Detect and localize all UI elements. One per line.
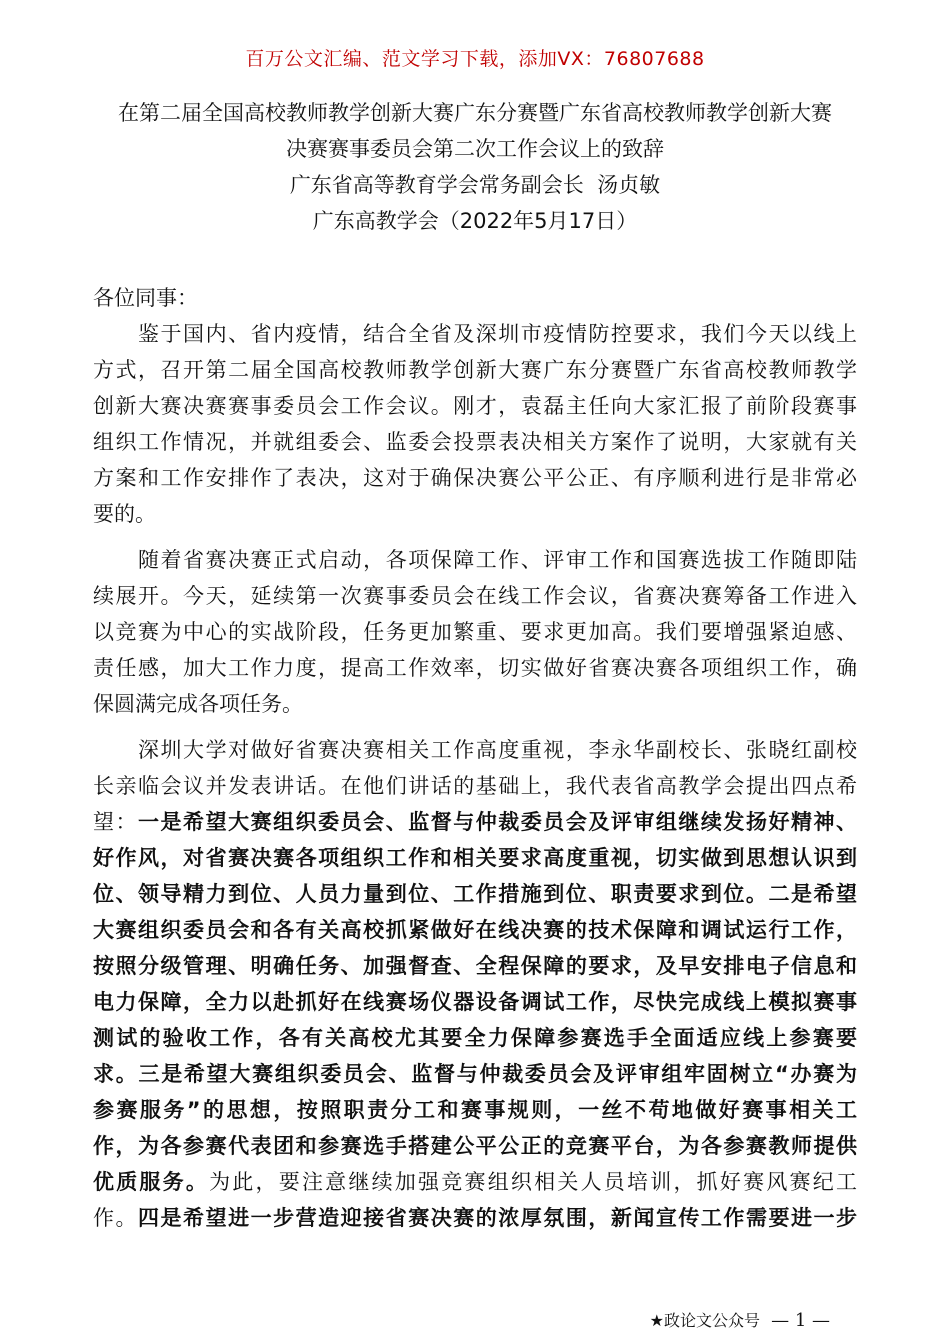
speaker-line: 广东省高等教育学会常务副会长 汤贞敏 [289,173,661,197]
paragraph-3 [93,732,857,1236]
paragraph-3-text: 作。 [93,1206,139,1230]
download-banner: 百万公文汇编、范文学习下载，添加VX：76807688 [245,48,705,70]
paragraph-3-bold-line: 按照分级管理、明确任务、加强督查、全程保障的要求，及早安排电子信息和 [93,954,857,978]
paragraph-3-line [93,804,857,840]
paragraph-3-line: 长亲临会议并发表讲话。在他们讲话的基础上，我代表省高教学会提出四点希 [93,774,857,798]
paragraph-3-bold-line: 求。三是希望大赛组织委员会、监督与仲裁委员会及评审组牢固树立“办赛为 [93,1062,857,1086]
paragraph-1-line: 要的。 [93,502,156,526]
paragraph-2-line: 随着省赛决赛正式启动，各项保障工作、评审工作和国赛选拔工作随即陆 [93,548,857,572]
speech-body [93,280,857,1236]
paragraph-3-bold-text: 四是希望进一步营造迎接省赛决赛的浓厚氛围，新闻宣传工作需要进一步 [138,1206,857,1230]
paragraph-3-bold-line: 好作风，对省赛决赛各项组织工作和相关要求高度重视，切实做到思想认识到 [93,846,857,870]
paragraph-3-bold-line: 大赛组织委员会和各有关高校抓紧做好在线决赛的技术保障和调试运行工作， [93,918,857,942]
paragraph-1-line: 方案和工作安排作了表决，这对于确保决赛公平公正、有序顺利进行是非常必 [93,466,857,490]
paragraph-3-line [93,1200,857,1236]
paragraph-1-line: 组织工作情况，并就组委会、监委会投票表决相关方案作了说明，大家就有关 [93,430,857,454]
footer-source: ★政论文公众号 [649,1311,760,1330]
paragraph-3-bold-line: 测试的验收工作，各有关高校尤其要全力保障参赛选手全面适应线上参赛要 [93,1026,857,1050]
paragraph-2 [93,542,857,722]
paragraph-1-line: 创新大赛决赛赛事委员会工作会议。刚才，袁磊主任向大家汇报了前阶段赛事 [93,394,857,418]
document-header [0,95,950,239]
paragraph-3-bold-line: 作，为各参赛代表团和参赛选手搭建公平公正的竞赛平台，为各参赛教师提供 [93,1134,857,1158]
paragraph-3-text: 望： [93,810,139,834]
paragraph-3-bold-line: 电力保障，全力以赴抓好在线赛场仪器设备调试工作，尽快完成线上模拟赛事 [93,990,857,1014]
paragraph-3-line [93,1164,857,1200]
paragraph-2-line: 续展开。今天，延续第一次赛事委员会在线工作会议，省赛决赛筹备工作进入 [93,584,857,608]
paragraph-3-bold-line: 位、领导精力到位、人员力量到位、工作措施到位、职责要求到位。二是希望 [93,882,857,906]
paragraph-3-line: 深圳大学对做好省赛决赛相关工作高度重视，李永华副校长、张晓红副校 [93,738,857,762]
paragraph-2-line: 责任感，加大工作力度，提高工作效率，切实做好省赛决赛各项组织工作，确 [93,656,857,680]
paragraph-3-bold-line: 参赛服务”的思想，按照职责分工和赛事规则，一丝不苟地做好赛事相关工 [93,1098,857,1122]
paragraph-3-text: 为此，要注意继续加强竞赛组织相关人员培训，抓好赛风赛纪工 [209,1170,857,1194]
source-date-line: 广东高教学会（2022年5月17日） [312,209,638,233]
salutation: 各位同事： [93,286,198,310]
paragraph-3-bold-text: 一是希望大赛组织委员会、监督与仲裁委员会及评审组继续发扬好精神、 [138,810,857,834]
page-footer [650,1308,830,1334]
paragraph-2-line: 保圆满完成各项任务。 [93,692,303,716]
paragraph-1-line: 鉴于国内、省内疫情，结合全省及深圳市疫情防控要求，我们今天以线上 [93,322,857,346]
paragraph-1 [93,316,857,532]
paragraph-1-line: 方式，召开第二届全国高校教师教学创新大赛广东分赛暨广东省高校教师教学 [93,358,857,382]
paragraph-2-line: 以竞赛为中心的实战阶段，任务更加繁重、要求更加高。我们要增强紧迫感、 [93,620,857,644]
speech-title-line-2: 决赛赛事委员会第二次工作会议上的致辞 [286,137,664,161]
speech-title-line-1: 在第二届全国高校教师教学创新大赛广东分赛暨广东省高校教师教学创新大赛 [118,101,832,125]
paragraph-3-bold-text: 优质服务。 [93,1170,210,1194]
page-number: — 1 — [771,1310,830,1331]
